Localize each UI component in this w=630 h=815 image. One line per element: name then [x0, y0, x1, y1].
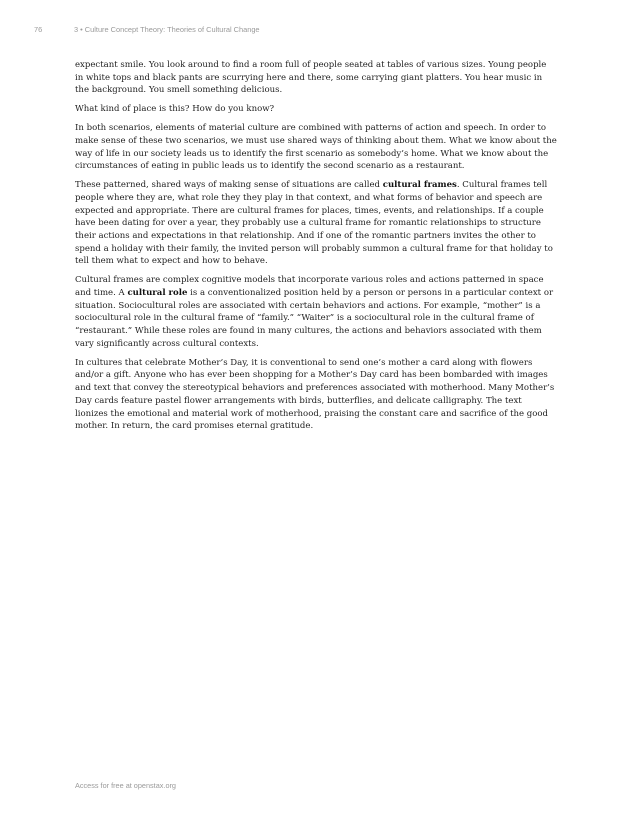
paragraph-5-lead: Cultural frames are complex cognitive models that incorporate various roles and actions patterned in space and time. A — [75, 275, 544, 298]
paragraph-4 — [75, 179, 557, 268]
key-term-cultural-frames: cultural frames — [382, 180, 457, 191]
page-number: 76 — [34, 25, 43, 34]
chapter-title-header: 3 • Culture Concept Theory: Theories of Cultural Change — [74, 25, 260, 34]
footer-access-link[interactable]: Access for free at openstax.org — [75, 781, 176, 790]
paragraph-2: What kind of place is this? How do you know? — [75, 104, 275, 115]
paragraph-5-rest: is a conventionalized position held by a person or persons in a particular context or situation. Sociocultural roles are associated with certain behaviors and actions. For example, “mother” is a sociocultural role in the cultural frame of “family.” “Waiter” is a sociocultural role in the cultural frame of “restaurant.” While these roles are found in many cultures, the actions and behaviors associated with them vary significantly across cultural contexts. — [75, 288, 554, 349]
body-text — [75, 59, 557, 439]
paragraph-5 — [75, 274, 557, 350]
paragraph-6: In cultures that celebrate Mother’s Day, it is conventional to send one’s mother a card along with flowers and/or a gift. Anyone who has ever been shopping for a Mother’s Day card has been bombarded with images and text that convey the stereotypical behaviors and preferences associated with motherhood. Many Mother’s Day cards feature pastel flower arrangements with birds, butterflies, and delicate calligraphy. The text lionizes the emotional and material work of motherhood, praising the constant care and sacrifice of the good mother. In return, the card promises eternal gratitude. — [75, 357, 555, 432]
paragraph-4-lead: These patterned, shared ways of making sense of situations are called — [75, 180, 383, 191]
paragraph-3: In both scenarios, elements of material culture are combined with patterns of action and speech. In order to make sense of these two scenarios, we must use shared ways of thinking about them. What we know about the way of life in our society leads us to identify the first scenario as somebody’s home. What we know about the circumstances of eating in public leads us to identify the second scenario as a restaurant. — [75, 123, 557, 172]
paragraph-4-rest: . Cultural frames tell people where they are, what role they they play in that context, and what forms of behavior and speech are expected and appropriate. There are cultural frames for places, times, events, and relationships. If a couple have been dating for over a year, they probably use a cultural frame for romantic relationships to structure their actions and expectations in that relationship. And if one of the romantic partners invites the other to spend a holiday with their family, the invited person will probably summon a cultural frame for that holiday to tell them what to expect and how to behave. — [75, 180, 553, 267]
key-term-cultural-role: cultural role — [127, 288, 188, 298]
running-header — [34, 25, 260, 34]
paragraph-1: expectant smile. You look around to find a room full of people seated at tables of various sizes. Young people in white tops and black pants are scurrying here and there, some carrying giant platters. You hear music in the background. You smell something delicious. — [75, 60, 547, 96]
